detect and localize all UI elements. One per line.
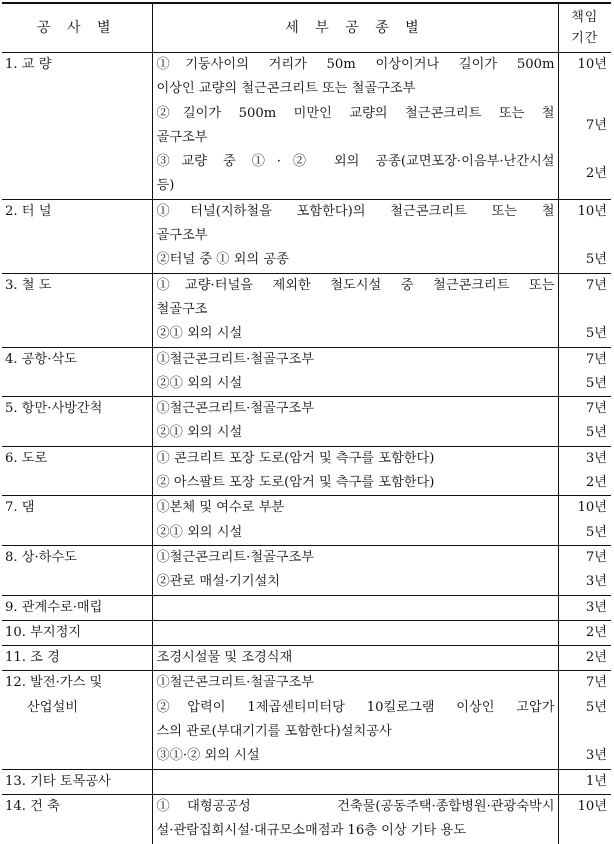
table-body xyxy=(2,53,611,844)
responsibility-period-cell: 3년 xyxy=(558,595,611,620)
detail-line: ①철근콘크리트·철골구조부 xyxy=(156,401,315,417)
detail-type-cell xyxy=(152,521,558,546)
table-row xyxy=(2,769,611,794)
detail-line: ②길이가 500m 미만인 교량의 철근콘크리트 또는 철 xyxy=(156,105,555,121)
responsibility-period-cell: 3년 xyxy=(585,574,607,590)
responsibility-period-cell: 2년 xyxy=(585,166,607,182)
detail-line: ②① 외의 시설 xyxy=(156,524,243,540)
detail-type-cell xyxy=(152,671,558,696)
responsibility-period-cell: 2년 xyxy=(585,475,607,491)
responsibility-period-cell: 5년 xyxy=(585,524,607,540)
table-header-row xyxy=(2,3,611,53)
detail-line: 골구조부 xyxy=(156,129,208,145)
table-row xyxy=(2,794,611,843)
table-row xyxy=(2,446,611,471)
detail-line: ③①·② 외의 시설 xyxy=(156,748,260,764)
construction-type-label: 10. 부지정지 xyxy=(5,624,82,640)
header-construction-type: 공 사 별 xyxy=(2,3,152,53)
detail-line: ①철근콘크리트·철골구조부 xyxy=(156,549,315,565)
responsibility-period-cell: 2년 xyxy=(558,646,611,671)
construction-type-label: 5. 항만·사방간척 xyxy=(5,401,103,417)
table-row xyxy=(2,620,611,645)
detail-line: ②압력이 1제곱센티미터당 10킬로그램 이상인 고압가 xyxy=(156,699,555,715)
responsibility-period-cell: 7년 xyxy=(558,397,611,422)
detail-line: ②① 외의 시설 xyxy=(156,425,243,441)
detail-line: 조경시설물 및 조경식재 xyxy=(156,650,293,666)
detail-type-cell xyxy=(152,744,558,769)
responsibility-period-cell: 5년 xyxy=(585,326,607,342)
responsibility-period-cell: 7년 xyxy=(558,273,611,322)
construction-type-label: 4. 공항·삭도 xyxy=(5,351,77,367)
detail-type-cell xyxy=(152,620,558,645)
detail-type-cell xyxy=(152,496,558,521)
detail-line: 등) xyxy=(156,178,175,194)
header-period-line1: 책임 xyxy=(571,10,599,25)
detail-type-cell xyxy=(152,322,558,347)
construction-type-label: 2. 터 널 xyxy=(5,203,52,219)
detail-type-cell xyxy=(152,696,558,745)
table-row xyxy=(2,199,611,248)
table-row xyxy=(2,595,611,620)
construction-type-cell xyxy=(2,595,152,620)
responsibility-period-cell: 3년 xyxy=(558,446,611,471)
table-row xyxy=(2,53,611,102)
detail-type-cell xyxy=(152,545,558,570)
detail-line: ①철근콘크리트·철골구조부 xyxy=(156,351,315,367)
construction-type-label: 13. 기타 토목공사 xyxy=(5,773,111,789)
table-row xyxy=(2,545,611,570)
detail-type-cell xyxy=(152,646,558,671)
construction-type-cell xyxy=(2,347,152,397)
detail-line: 골구조부 xyxy=(156,228,208,244)
detail-line: ①본체 및 여수로 부분 xyxy=(156,500,285,516)
warranty-period-table xyxy=(2,2,611,844)
detail-type-cell xyxy=(152,421,558,446)
responsibility-period-cell: 7년 xyxy=(558,545,611,570)
construction-type-cell xyxy=(2,646,152,671)
construction-type-cell xyxy=(2,769,152,794)
detail-type-cell xyxy=(152,102,558,151)
responsibility-period-cell: 5년 xyxy=(585,375,607,391)
table-row xyxy=(2,347,611,372)
responsibility-period-cell: 2년 xyxy=(558,620,611,645)
table-row xyxy=(2,496,611,521)
detail-line xyxy=(157,770,555,794)
detail-line: 설·관람집회시설·대규모소매점과 16층 이상 기타 용도 xyxy=(156,823,466,839)
construction-type-cell xyxy=(2,671,152,769)
construction-type-cell xyxy=(2,199,152,273)
responsibility-period-cell: 1년 xyxy=(558,769,611,794)
detail-type-cell xyxy=(152,199,558,248)
detail-type-cell xyxy=(152,446,558,471)
header-detail-type: 세 부 공 종 별 xyxy=(152,3,558,53)
responsibility-period-cell: 10년 xyxy=(558,199,611,248)
detail-type-cell xyxy=(152,53,558,102)
detail-line: ②① 외의 시설 xyxy=(156,326,243,342)
construction-type-cell xyxy=(2,620,152,645)
warranty-table-container xyxy=(2,2,611,839)
construction-type-label: 9. 관계수로·매립 xyxy=(5,599,103,615)
detail-line: ①터널(지하철을 포함한다)의 철근콘크리트 또는 철 xyxy=(156,203,555,219)
table-row xyxy=(2,671,611,696)
detail-type-cell xyxy=(152,769,558,794)
construction-type-label: 7. 댐 xyxy=(5,500,35,516)
construction-type-label: 11. 조 경 xyxy=(5,650,60,666)
construction-type-label: 12. 발전·가스 및 xyxy=(5,675,103,691)
detail-type-cell xyxy=(152,248,558,273)
detail-line: ②터널 중 ① 외의 공종 xyxy=(156,252,289,268)
detail-line: ①교량·터널을 제외한 철도시설 중 철근콘크리트 또는 xyxy=(156,277,555,293)
detail-type-cell xyxy=(152,595,558,620)
construction-type-cell xyxy=(2,273,152,347)
construction-type-label: 1. 교 량 xyxy=(5,57,52,72)
detail-type-cell xyxy=(152,471,558,496)
detail-line xyxy=(157,596,555,620)
construction-type-cell xyxy=(2,545,152,595)
detail-line: ① 콘크리트 포장 도로(암거 및 측구를 포함한다) xyxy=(156,450,435,466)
detail-type-cell xyxy=(152,794,558,843)
detail-type-cell xyxy=(152,570,558,595)
detail-type-cell xyxy=(152,347,558,372)
construction-type-cell xyxy=(2,794,152,843)
detail-line: ③교량 중 ①·② 외의 공종(교면포장·이음부·난간시설 xyxy=(156,154,555,170)
construction-type-cell xyxy=(2,446,152,496)
detail-line: ②관로 매설·기기설치 xyxy=(156,574,280,590)
responsibility-period-cell: 3년 xyxy=(585,748,607,764)
detail-line: ①철근콘크리트·철골구조부 xyxy=(156,675,315,691)
responsibility-period-cell: 7년 xyxy=(585,117,607,133)
responsibility-period-cell: 10년 xyxy=(558,53,611,102)
construction-type-label: 8. 상·하수도 xyxy=(5,549,77,565)
responsibility-period-cell: 5년 xyxy=(585,699,607,715)
responsibility-period-cell: 10년 xyxy=(558,794,611,843)
detail-line: ①대형공공성 건축물(공동주택·종합병원·관광숙박시 xyxy=(156,798,555,814)
header-responsibility-period xyxy=(558,3,611,53)
table-row xyxy=(2,273,611,322)
header-period-line2: 기간 xyxy=(571,31,599,46)
table-row xyxy=(2,646,611,671)
construction-type-label: 3. 철 도 xyxy=(5,277,52,293)
construction-type-label-cont: 산업설비 xyxy=(27,699,78,715)
detail-line: 이상인 교량의 철근콘크리트 또는 철골구조부 xyxy=(156,81,416,97)
table-row xyxy=(2,397,611,422)
construction-type-cell xyxy=(2,397,152,447)
detail-line: ② 아스팔트 포장 도로(암거 및 측구를 포함한다) xyxy=(156,475,435,491)
construction-type-cell xyxy=(2,53,152,200)
detail-line: 스의 관로(부대기기를 포함한다)설치공사 xyxy=(156,724,392,740)
detail-type-cell xyxy=(152,273,558,322)
detail-type-cell xyxy=(152,372,558,397)
detail-line xyxy=(157,621,555,645)
responsibility-period-cell: 10년 xyxy=(558,496,611,521)
responsibility-period-cell: 5년 xyxy=(585,252,607,268)
responsibility-period-cell: 7년 xyxy=(558,671,611,696)
responsibility-period-cell: 7년 xyxy=(558,347,611,372)
construction-type-cell xyxy=(2,496,152,546)
detail-type-cell xyxy=(152,150,558,199)
construction-type-label: 6. 도로 xyxy=(5,450,48,466)
detail-line: ①기둥사이의 거리가 50m 이상이거나 길이가 500m xyxy=(156,57,555,72)
responsibility-period-cell: 5년 xyxy=(585,425,607,441)
detail-line: 철골구조 xyxy=(156,301,208,317)
detail-type-cell xyxy=(152,397,558,422)
detail-line: ②① 외의 시설 xyxy=(156,375,243,391)
construction-type-label: 14. 건 축 xyxy=(5,798,60,814)
